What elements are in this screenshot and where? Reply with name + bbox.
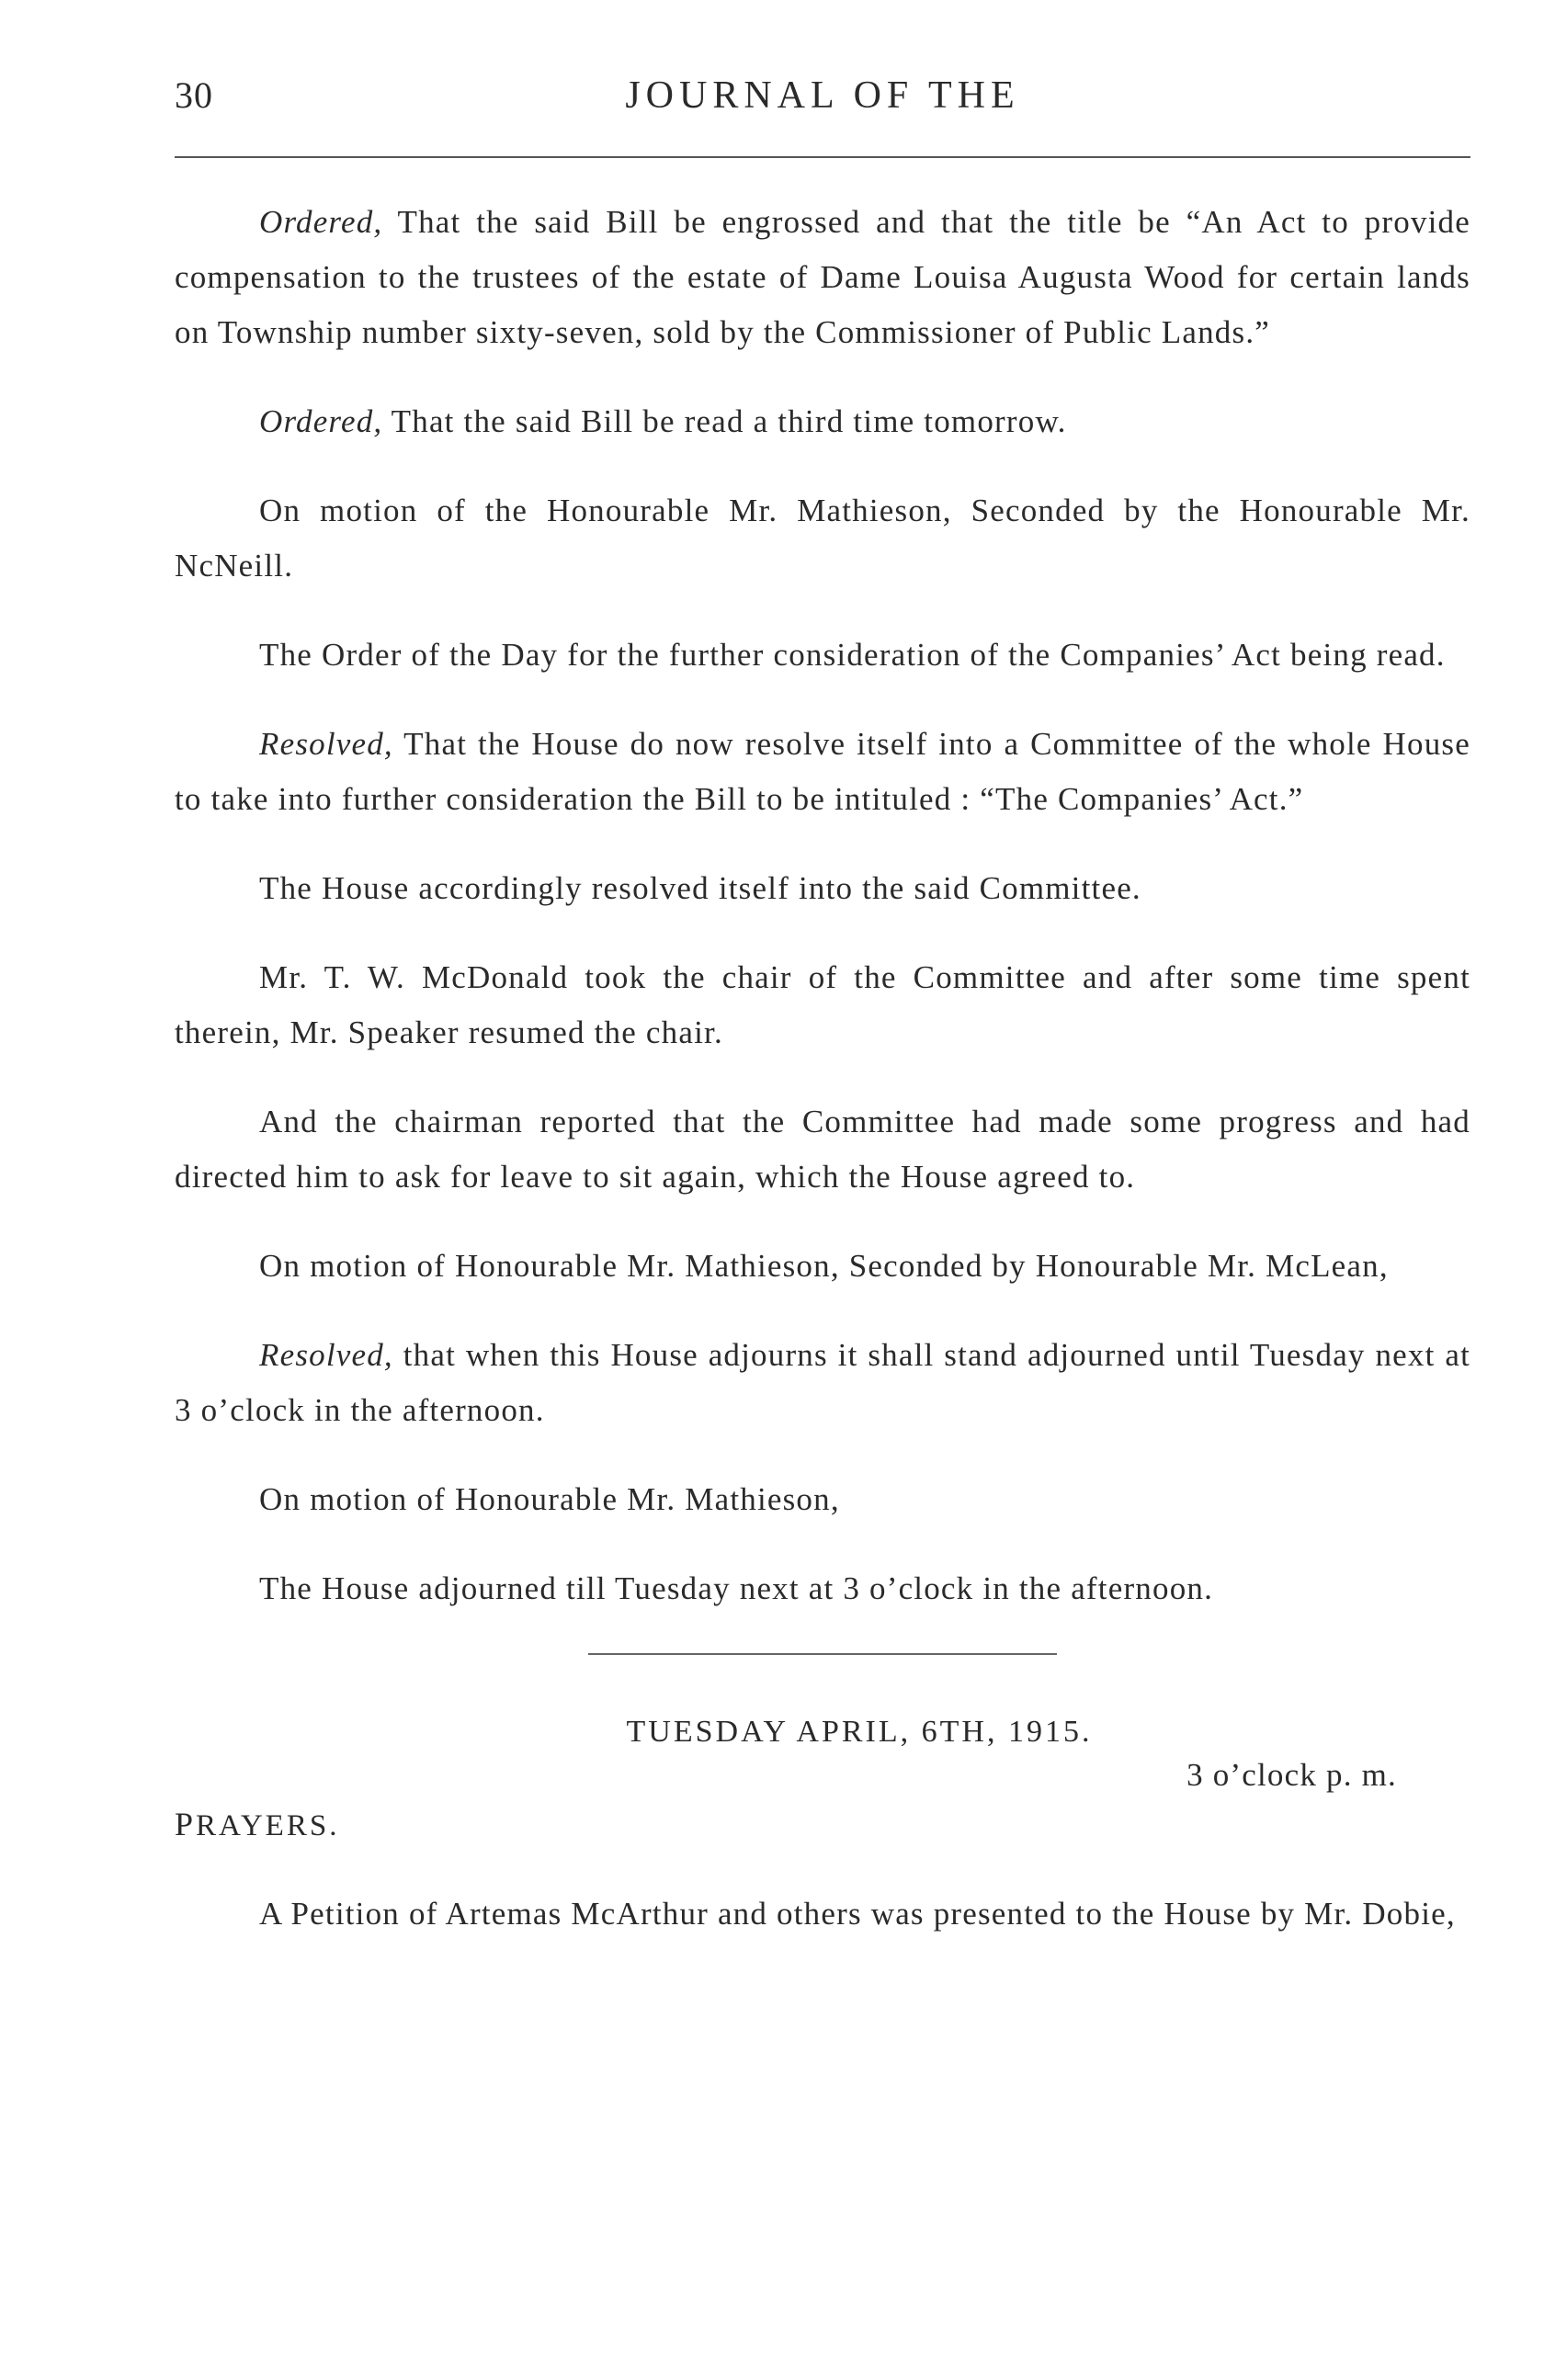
prayers-heading [175, 1798, 1470, 1852]
paragraph-text: And the chairman reported that the Committee had made some progress and had directed him to ask for leave to sit again, which the House agreed to. [175, 1104, 1470, 1195]
session-date-heading: TUESDAY APRIL, 6TH, 1915. [626, 1715, 1093, 1749]
section-divider [588, 1653, 1057, 1655]
paragraph-house-resolved [175, 861, 1470, 916]
prayers-initial: P [175, 1806, 197, 1842]
page-header [175, 74, 1470, 129]
paragraph-order-of-day [175, 628, 1470, 683]
header-rule [175, 156, 1470, 158]
paragraph-ordered-engrossed [175, 195, 1470, 360]
paragraph-lead: Ordered, [259, 403, 383, 439]
paragraph-text: On motion of Honourable Mr. Mathieson, [259, 1481, 840, 1517]
paragraph-resolved-adjourn [175, 1328, 1470, 1438]
page-number: 30 [175, 74, 213, 116]
paragraph-lead: Resolved, [259, 726, 393, 762]
paragraph-text: That the House do now resolve itself into a Committee of the whole House to take into further consideration the Bill to be intituled : “The Companies’ Act.” [175, 726, 1470, 817]
paragraph-motion-adjourn [175, 1472, 1470, 1527]
paragraph-house-adjourned [175, 1561, 1470, 1616]
paragraph-lead: Ordered, [259, 204, 383, 240]
paragraph-text: On motion of Honourable Mr. Mathieson, Seconded by Honourable Mr. McLean, [259, 1248, 1389, 1284]
paragraph-text: The Order of the Day for the further consideration of the Companies’ Act being read. [259, 637, 1446, 673]
paragraph-text: That the said Bill be engrossed and that the title be “An Act to provide compensation to the trustees of the estate of Dame Louisa Augusta Wood for certain lands on Township number sixty-seven, sold by the Commissioner of Public Lands.” [175, 204, 1470, 350]
paragraph-text: that when this House adjourns it shall stand adjourned until Tuesday next at 3 o’clock in the afternoon. [175, 1337, 1470, 1428]
paragraph-resolved-committee [175, 717, 1470, 827]
prayers-rest: RAYERS. [196, 1809, 340, 1842]
running-head: JOURNAL OF THE [625, 74, 1020, 117]
paragraph-motion-mclean [175, 1239, 1470, 1294]
session-time: 3 o’clock p. m. [1186, 1757, 1397, 1793]
paragraph-mcdonald-chair [175, 950, 1470, 1060]
paragraph-lead: Resolved, [259, 1337, 393, 1373]
paragraph-motion-mathieson [175, 483, 1470, 594]
paragraph-petition-mcarthur [175, 1887, 1470, 1942]
paragraph-ordered-third-reading [175, 394, 1470, 449]
paragraph-text: The House adjourned till Tuesday next at 3 o’clock in the afternoon. [259, 1570, 1214, 1606]
paragraph-text: Mr. T. W. McDonald took the chair of the Committee and after some time spent therein, Mr. Speaker resumed the chair. [175, 959, 1470, 1050]
paragraph-chairman-reported [175, 1094, 1470, 1205]
paragraph-text: A Petition of Artemas McArthur and others was presented to the House by Mr. Dobie, [259, 1896, 1456, 1932]
paragraph-text: On motion of the Honourable Mr. Mathieson, Seconded by the Honourable Mr. NcNeill. [175, 493, 1470, 584]
page-body [175, 195, 1470, 1976]
paragraph-text: That the said Bill be read a third time tomorrow. [382, 403, 1067, 439]
paragraph-text: The House accordingly resolved itself into the said Committee. [259, 870, 1141, 906]
